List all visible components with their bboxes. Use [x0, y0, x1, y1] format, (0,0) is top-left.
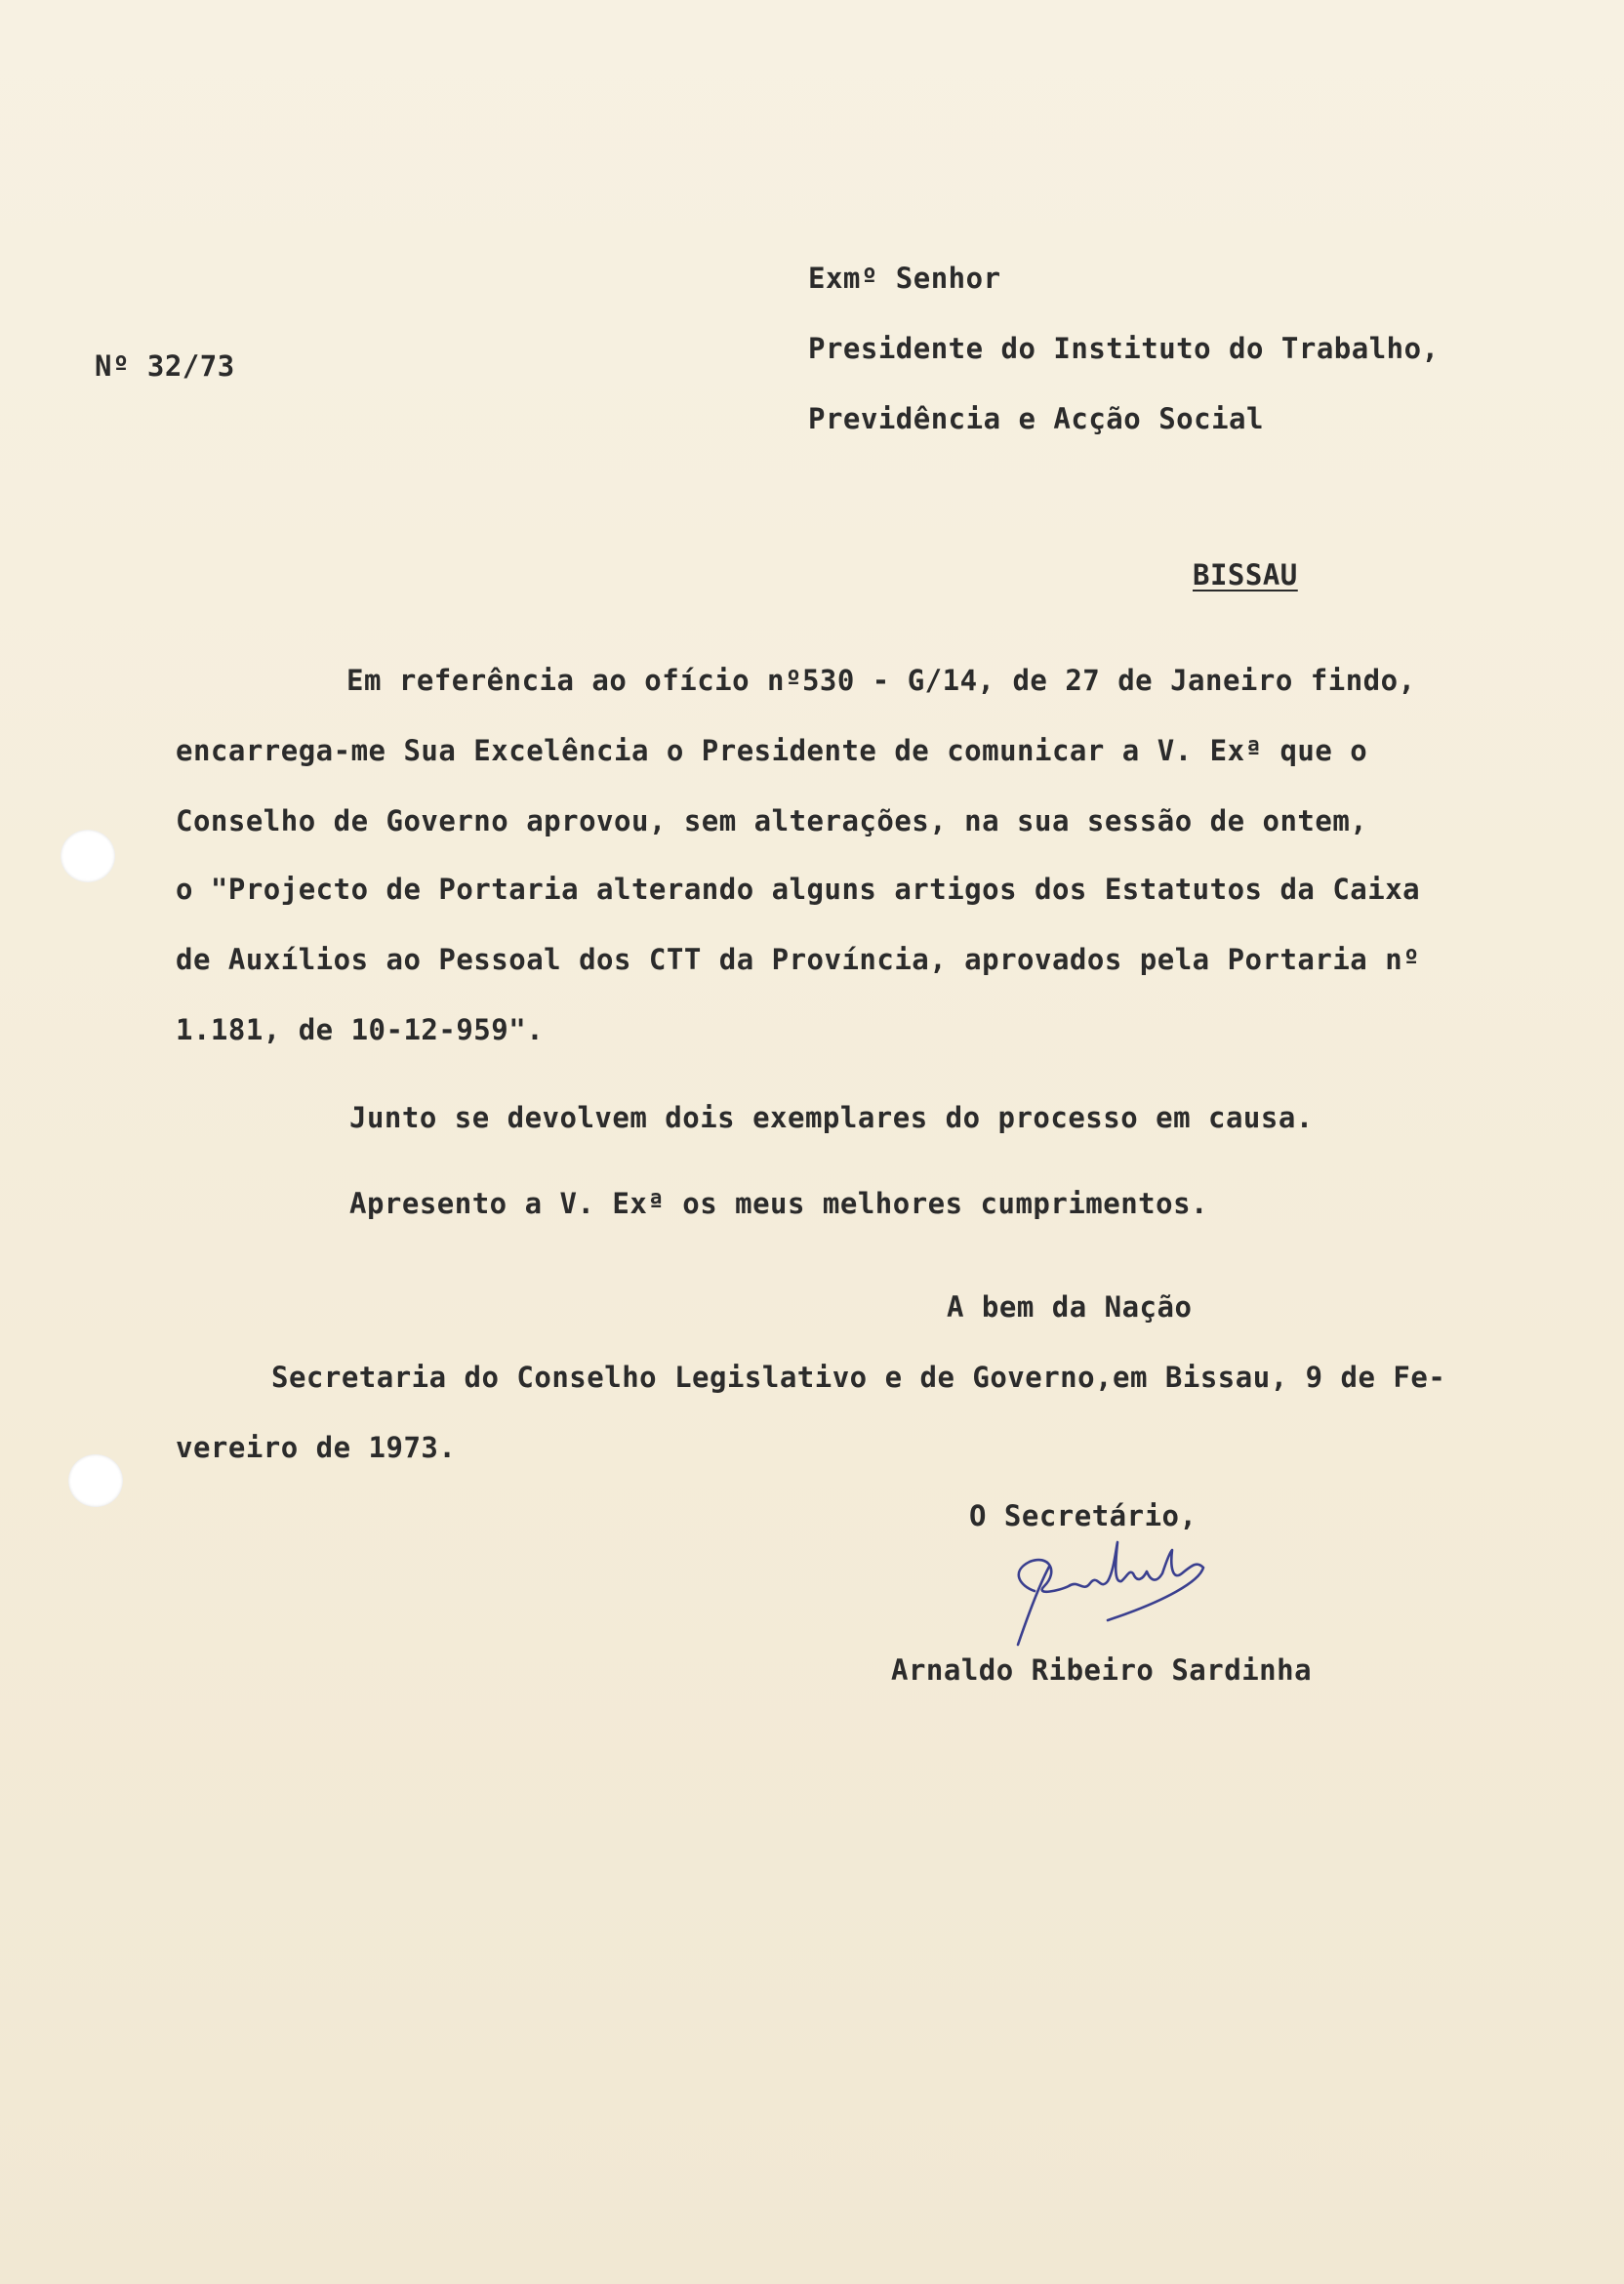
- address-city: BISSAU: [1193, 558, 1298, 591]
- handwritten-signature: [991, 1532, 1225, 1659]
- place-date-line: Secretaria do Conselho Legislativo e de Governo,em Bissau, 9 de Fe-: [271, 1361, 1446, 1394]
- signatory-name: Arnaldo Ribeiro Sardinha: [891, 1653, 1313, 1687]
- body-paragraph: Apresento a V. Exª os meus melhores cumprimentos.: [349, 1187, 1209, 1220]
- address-salutation: Exmº Senhor: [808, 262, 1001, 295]
- body-line: o "Projecto de Portaria alterando alguns artigos dos Estatutos da Caixa: [176, 873, 1421, 906]
- body-line: encarrega-me Sua Excelência o Presidente de comunicar a V. Exª que o: [176, 734, 1368, 767]
- body-line: 1.181, de 10-12-959".: [176, 1013, 545, 1046]
- signatory-title: O Secretário,: [969, 1499, 1198, 1532]
- closing-motto: A bem da Nação: [947, 1290, 1193, 1324]
- body-line: de Auxílios ao Pessoal dos CTT da Província, aprovados pela Portaria nº: [176, 943, 1421, 976]
- place-date-line: vereiro de 1973.: [176, 1431, 457, 1464]
- punch-hole: [61, 830, 115, 882]
- body-line: Conselho de Governo aprovou, sem alterações, na sua sessão de ontem,: [176, 804, 1368, 837]
- address-line-2: Previdência e Acção Social: [808, 402, 1264, 435]
- reference-number: Nº 32/73: [95, 349, 235, 383]
- body-line: Em referência ao ofício nº530 - G/14, de 27 de Janeiro findo,: [346, 664, 1416, 697]
- punch-hole: [68, 1454, 123, 1507]
- address-line-1: Presidente do Instituto do Trabalho,: [808, 332, 1440, 365]
- body-paragraph: Junto se devolvem dois exemplares do processo em causa.: [349, 1101, 1314, 1134]
